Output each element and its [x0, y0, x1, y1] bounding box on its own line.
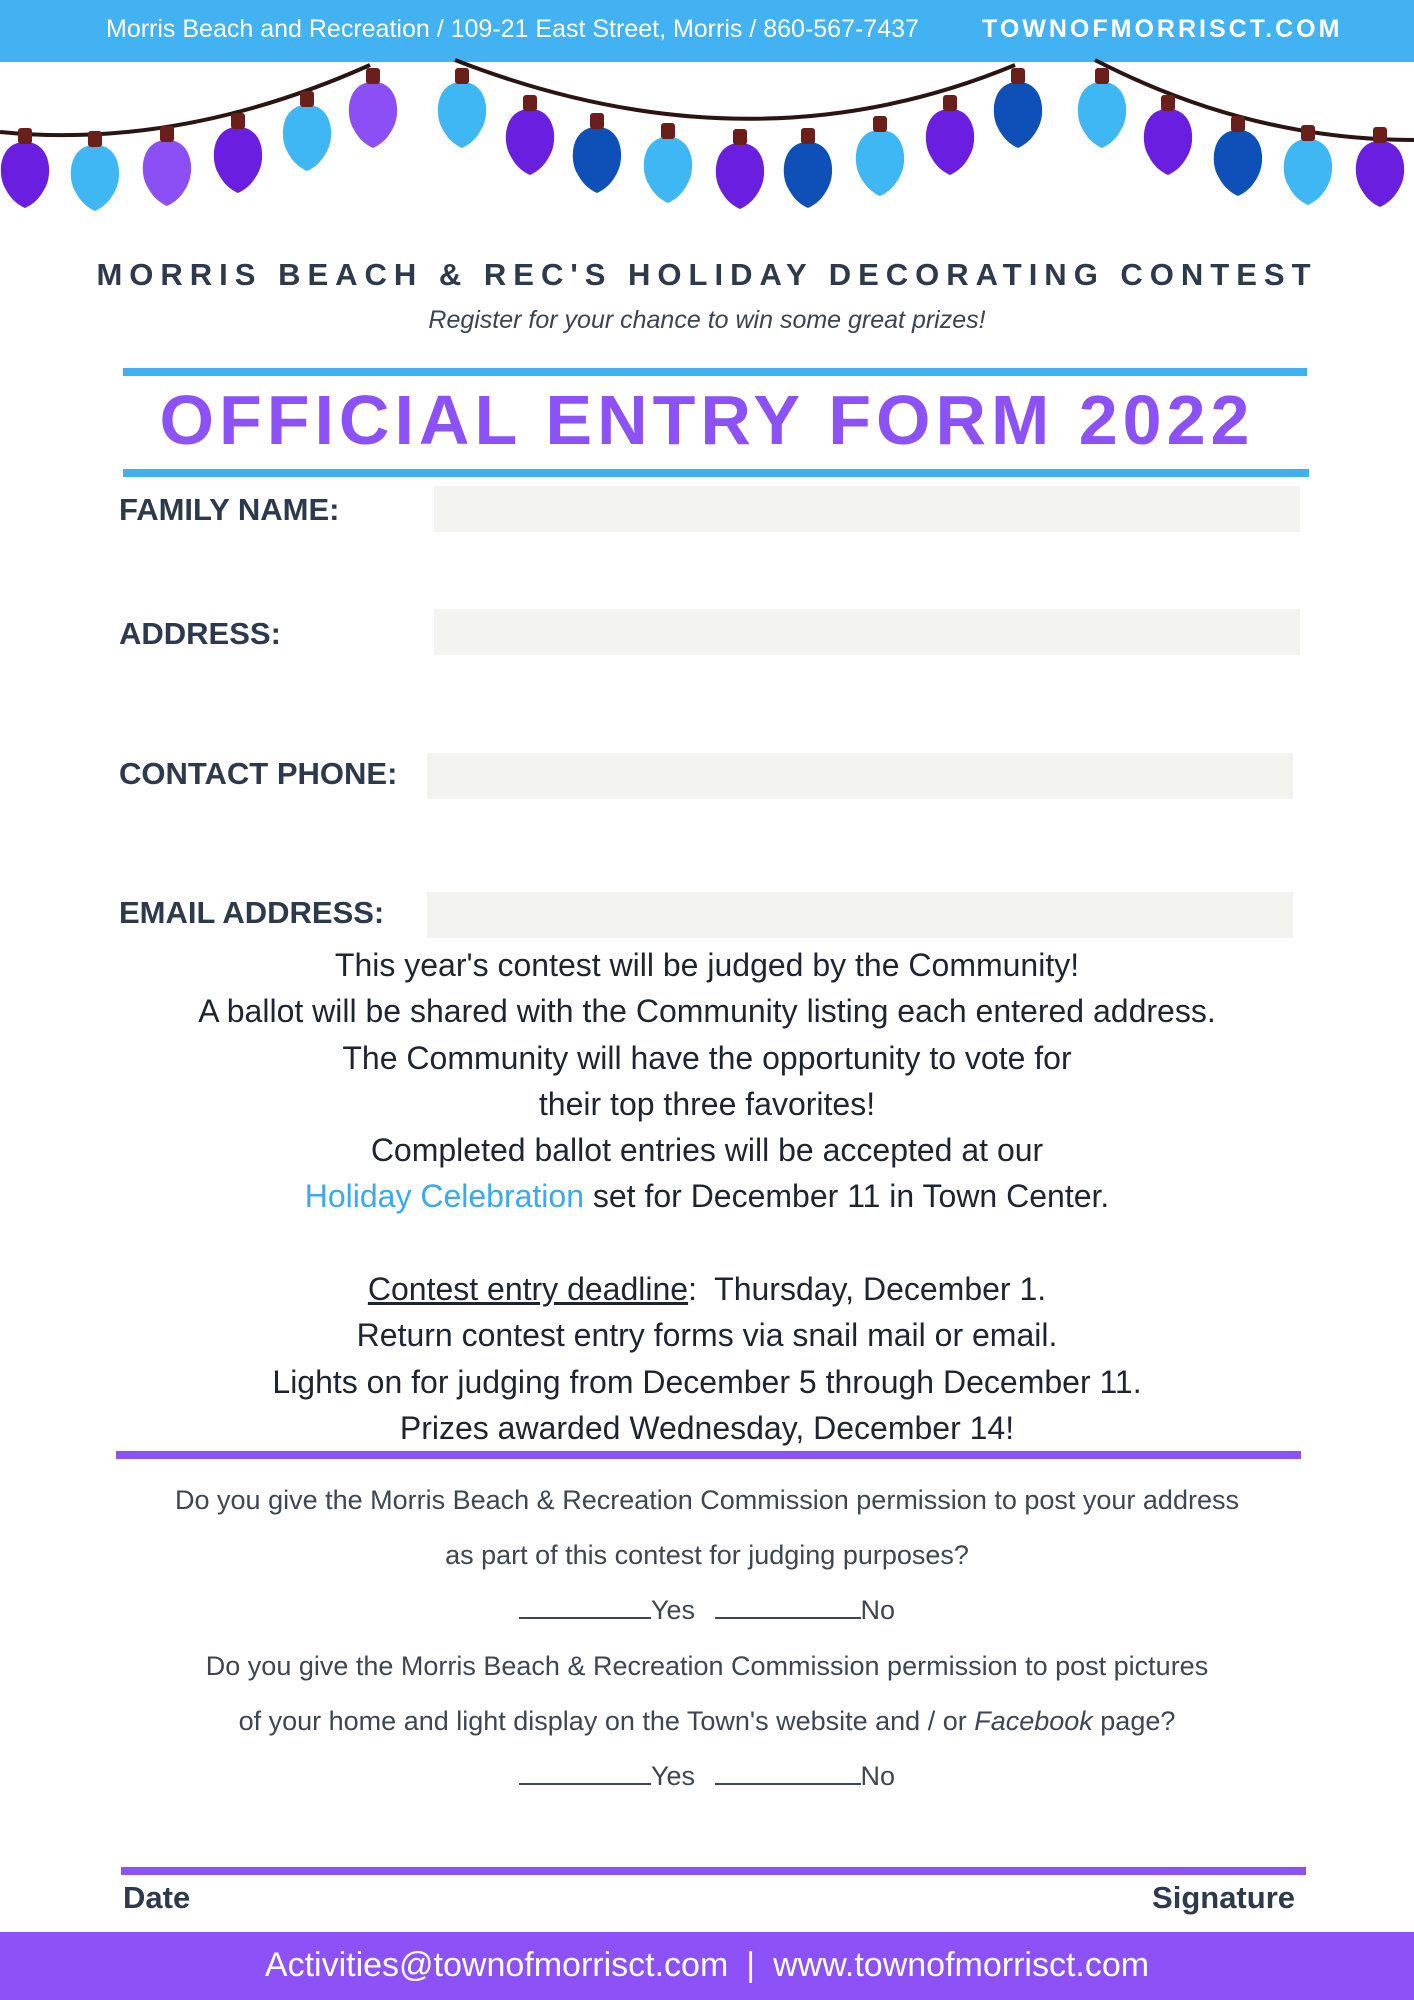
lights-line: Lights on for judging from December 5 through December 11. — [272, 1363, 1142, 1400]
footer-website-link[interactable]: www.townofmorrisct.com — [773, 1946, 1150, 1984]
q1-yes-label: Yes — [650, 1595, 695, 1626]
light-bulb — [1, 128, 49, 208]
form-heading: OFFICIAL ENTRY FORM 2022 — [159, 381, 1255, 459]
details-line-6 — [0, 1173, 1414, 1219]
light-bulb — [856, 116, 904, 196]
top-info-bar — [0, 0, 1414, 62]
question-1-line-2: as part of this contest for judging purposes? — [445, 1540, 969, 1571]
light-strings — [0, 60, 1414, 140]
purple-divider — [116, 1451, 1301, 1459]
light-bulb — [644, 123, 692, 203]
signature-line[interactable] — [121, 1867, 1306, 1875]
light-bulb — [349, 68, 397, 148]
facebook-text: Facebook — [974, 1705, 1093, 1736]
q1-no-blank[interactable] — [715, 1593, 861, 1619]
deadline-value: : Thursday, December 1. — [688, 1271, 1047, 1308]
question-1-line-1: Do you give the Morris Beach & Recreation Commission permission to post your address — [175, 1485, 1239, 1515]
organization-info: Morris Beach and Recreation / 109-21 East Street, Morris / 860-567-7437 — [106, 15, 919, 43]
light-bulb — [283, 91, 331, 171]
website-link[interactable]: TOWNOFMORRISCT.COM — [982, 15, 1343, 43]
signature-label: Signature — [1152, 1880, 1295, 1915]
holiday-celebration-link[interactable]: Holiday Celebration — [304, 1178, 584, 1215]
question-1-answers — [0, 1583, 1414, 1638]
footer-bar — [0, 1932, 1414, 2000]
footer-email-link[interactable]: Activities@townofmorrisct.com — [264, 1946, 729, 1984]
details-line-1: This year's contest will be judged by the Community! — [334, 947, 1080, 983]
light-bulb — [573, 113, 621, 193]
light-bulbs — [1, 68, 1404, 211]
contact-phone-label: CONTACT PHONE: — [119, 756, 398, 791]
light-bulb — [438, 68, 486, 148]
top-blue-rule — [123, 368, 1307, 376]
light-bulb — [994, 68, 1042, 148]
details-line-6-rest: set for December 11 in Town Center. — [583, 1178, 1110, 1215]
details-line-5: Completed ballot entries will be accepted at our — [370, 1132, 1044, 1169]
light-bulb — [143, 126, 191, 206]
light-bulb — [926, 95, 974, 175]
email-address-label: EMAIL ADDRESS: — [119, 895, 385, 930]
deadline-label: Contest entry deadline — [367, 1271, 689, 1308]
prizes-line: Prizes awarded Wednesday, December 14! — [399, 1409, 1015, 1446]
question-2-line-1: Do you give the Morris Beach & Recreation Commission permission to post pictures — [205, 1650, 1209, 1681]
q1-no-label: No — [860, 1595, 896, 1626]
contest-subtitle: Register for your chance to win some great prizes! — [428, 306, 986, 334]
q2-text-start: of your home and light display on the Town's website and / or — [238, 1705, 975, 1736]
q2-yes-label: Yes — [650, 1760, 695, 1791]
light-bulb — [1144, 95, 1192, 175]
details-line-2: A ballot will be shared with the Community listing each entered address. — [198, 993, 1216, 1030]
footer-separator: | — [746, 1946, 756, 1984]
q1-yes-blank[interactable] — [519, 1593, 651, 1619]
contact-phone-field[interactable] — [427, 753, 1293, 799]
permission-questions — [0, 1473, 1414, 1804]
light-bulb — [784, 128, 832, 208]
details-line-3: The Community will have the opportunity to vote for — [342, 1039, 1072, 1076]
contest-details — [0, 942, 1414, 1451]
contest-title: MORRIS BEACH & REC'S HOLIDAY DECORATING CONTEST — [96, 257, 1318, 292]
details-spacer — [0, 1220, 1414, 1266]
bottom-blue-rule — [123, 469, 1309, 477]
light-bulb — [214, 113, 262, 193]
address-label: ADDRESS: — [119, 616, 281, 651]
light-bulb — [1214, 116, 1262, 196]
light-bulb — [1284, 125, 1332, 205]
address-field[interactable] — [434, 609, 1300, 655]
light-bulb — [716, 129, 764, 209]
q2-text-end: page? — [1092, 1705, 1176, 1736]
q2-yes-blank[interactable] — [519, 1759, 651, 1785]
q2-no-label: No — [860, 1760, 896, 1791]
email-address-field[interactable] — [427, 892, 1293, 938]
q2-no-blank[interactable] — [715, 1759, 861, 1785]
light-bulb — [71, 131, 119, 211]
question-2-line-2 — [0, 1694, 1414, 1749]
light-bulb — [506, 95, 554, 175]
date-label: Date — [123, 1880, 191, 1915]
family-name-field[interactable] — [434, 486, 1300, 532]
question-2-answers — [0, 1749, 1414, 1804]
details-line-4: their top three favorites! — [538, 1085, 876, 1122]
family-name-label: FAMILY NAME: — [119, 492, 340, 527]
return-line: Return contest entry forms via snail mail or email. — [356, 1317, 1058, 1354]
holiday-lights-garland — [0, 55, 1414, 235]
light-bulb — [1078, 68, 1126, 148]
deadline-line — [0, 1266, 1414, 1312]
